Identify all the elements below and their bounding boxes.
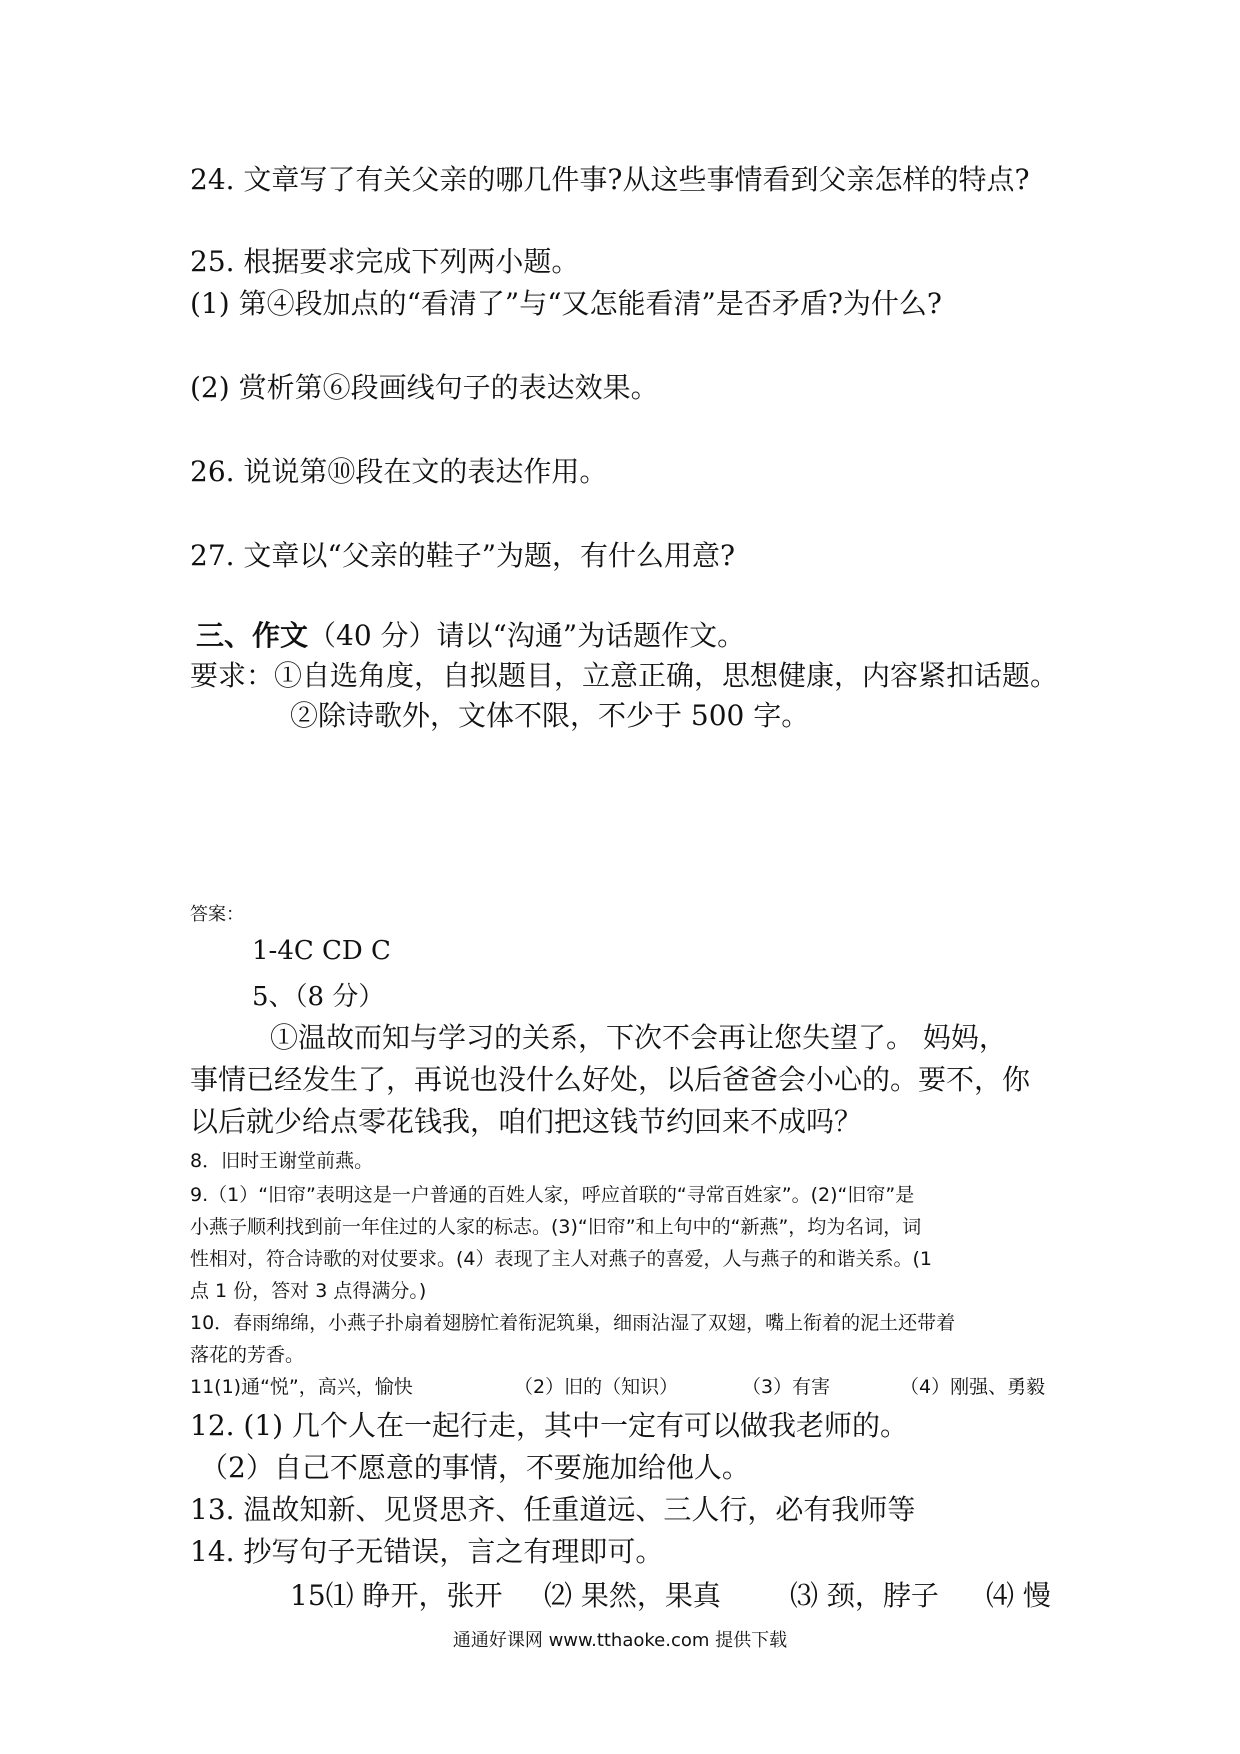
answer-15-part-3: ⑶ 颈，脖子 <box>790 1579 939 1612</box>
question-25-part-1: (1) 第④段加点的“看清了”与“又怎能看清”是否矛盾?为什么? <box>190 287 942 320</box>
answer-12-part-2: （2）自己不愿意的事情，不要施加给他人。 <box>200 1451 750 1484</box>
question-27: 27. 文章以“父亲的鞋子”为题，有什么用意? <box>190 539 736 572</box>
answer-10-line-2: 落花的芳香。 <box>190 1344 305 1366</box>
answer-14: 14. 抄写句子无错误，言之有理即可。 <box>190 1535 664 1568</box>
question-25-part-2: (2) 赏析第⑥段画线句子的表达效果。 <box>190 371 659 404</box>
answer-11-part-3: （3）有害 <box>742 1376 831 1398</box>
answer-9-line-3: 性相对，符合诗歌的对仗要求。(4）表现了主人对燕子的喜爱，人与燕子的和谐关系。(1 <box>190 1248 933 1270</box>
answer-1-4: 1-4C CD C <box>252 936 391 966</box>
answers-label: 答案： <box>190 904 244 925</box>
answer-11-part-1: 11(1)通“悦”，高兴，愉快 <box>190 1376 413 1398</box>
essay-requirement-2: ②除诗歌外，文体不限，不少于 500 字。 <box>290 699 810 732</box>
answer-12-part-1: 12. (1) 几个人在一起行走，其中一定有可以做我老师的。 <box>190 1409 908 1442</box>
essay-score: （40 分）请以“沟通”为话题作文。 <box>308 619 746 652</box>
answer-11-part-4: （4）刚强、勇毅 <box>900 1376 1046 1398</box>
answer-15-part-2: ⑵ 果然，果真 <box>544 1579 721 1612</box>
page-footer: 通通好课网 www.tthaoke.com 提供下载 <box>452 1630 788 1651</box>
answer-15-part-4: ⑷ 慢 <box>986 1579 1051 1612</box>
answer-9-line-4: 点 1 份，答对 3 点得满分。) <box>190 1280 427 1302</box>
answer-5-line-3: 以后就少给点零花钱我，咱们把这钱节约回来不成吗？ <box>190 1105 863 1138</box>
answer-5-line-1: ①温故而知与学习的关系，下次不会再让您失望了。 妈妈， <box>270 1021 1007 1054</box>
answer-11-part-2: （2）旧的（知识） <box>514 1376 679 1398</box>
answer-13: 13. 温故知新、见贤思齐、任重道远、三人行，必有我师等 <box>190 1493 916 1526</box>
question-26: 26. 说说第⑩段在文的表达作用。 <box>190 455 608 488</box>
essay-heading: 三、作文 <box>196 619 309 652</box>
question-25: 25. 根据要求完成下列两小题。 <box>190 245 580 278</box>
answer-9-line-2: 小燕子顺利找到前一年住过的人家的标志。(3)“旧帘”和上句中的“新燕”，均为名词，词 <box>190 1216 922 1238</box>
answer-15-part-1: 15⑴ 睁开，张开 <box>290 1579 503 1612</box>
answer-10-line-1: 10．春雨绵绵，小燕子扑扇着翅膀忙着衔泥筑巢，细雨沾湿了双翅，嘴上衔着的泥土还带着 <box>190 1312 956 1334</box>
answer-5-line-2: 事情已经发生了，再说也没什么好处，以后爸爸会小心的。要不，你 <box>190 1063 1031 1096</box>
answer-5-heading: 5、（8 分） <box>252 982 385 1012</box>
question-24: 24. 文章写了有关父亲的哪几件事?从这些事情看到父亲怎样的特点? <box>190 163 1030 196</box>
essay-prompt <box>196 614 745 654</box>
answer-9-line-1: 9.（1）“旧帘”表明这是一户普通的百姓人家，呼应首联的“寻常百姓家”。(2)“旧帘”是 <box>190 1184 915 1206</box>
essay-requirement-1: 要求：①自选角度，自拟题目，立意正确，思想健康，内容紧扣话题。 <box>190 659 1059 692</box>
answer-8: 8．旧时王谢堂前燕。 <box>190 1150 374 1172</box>
